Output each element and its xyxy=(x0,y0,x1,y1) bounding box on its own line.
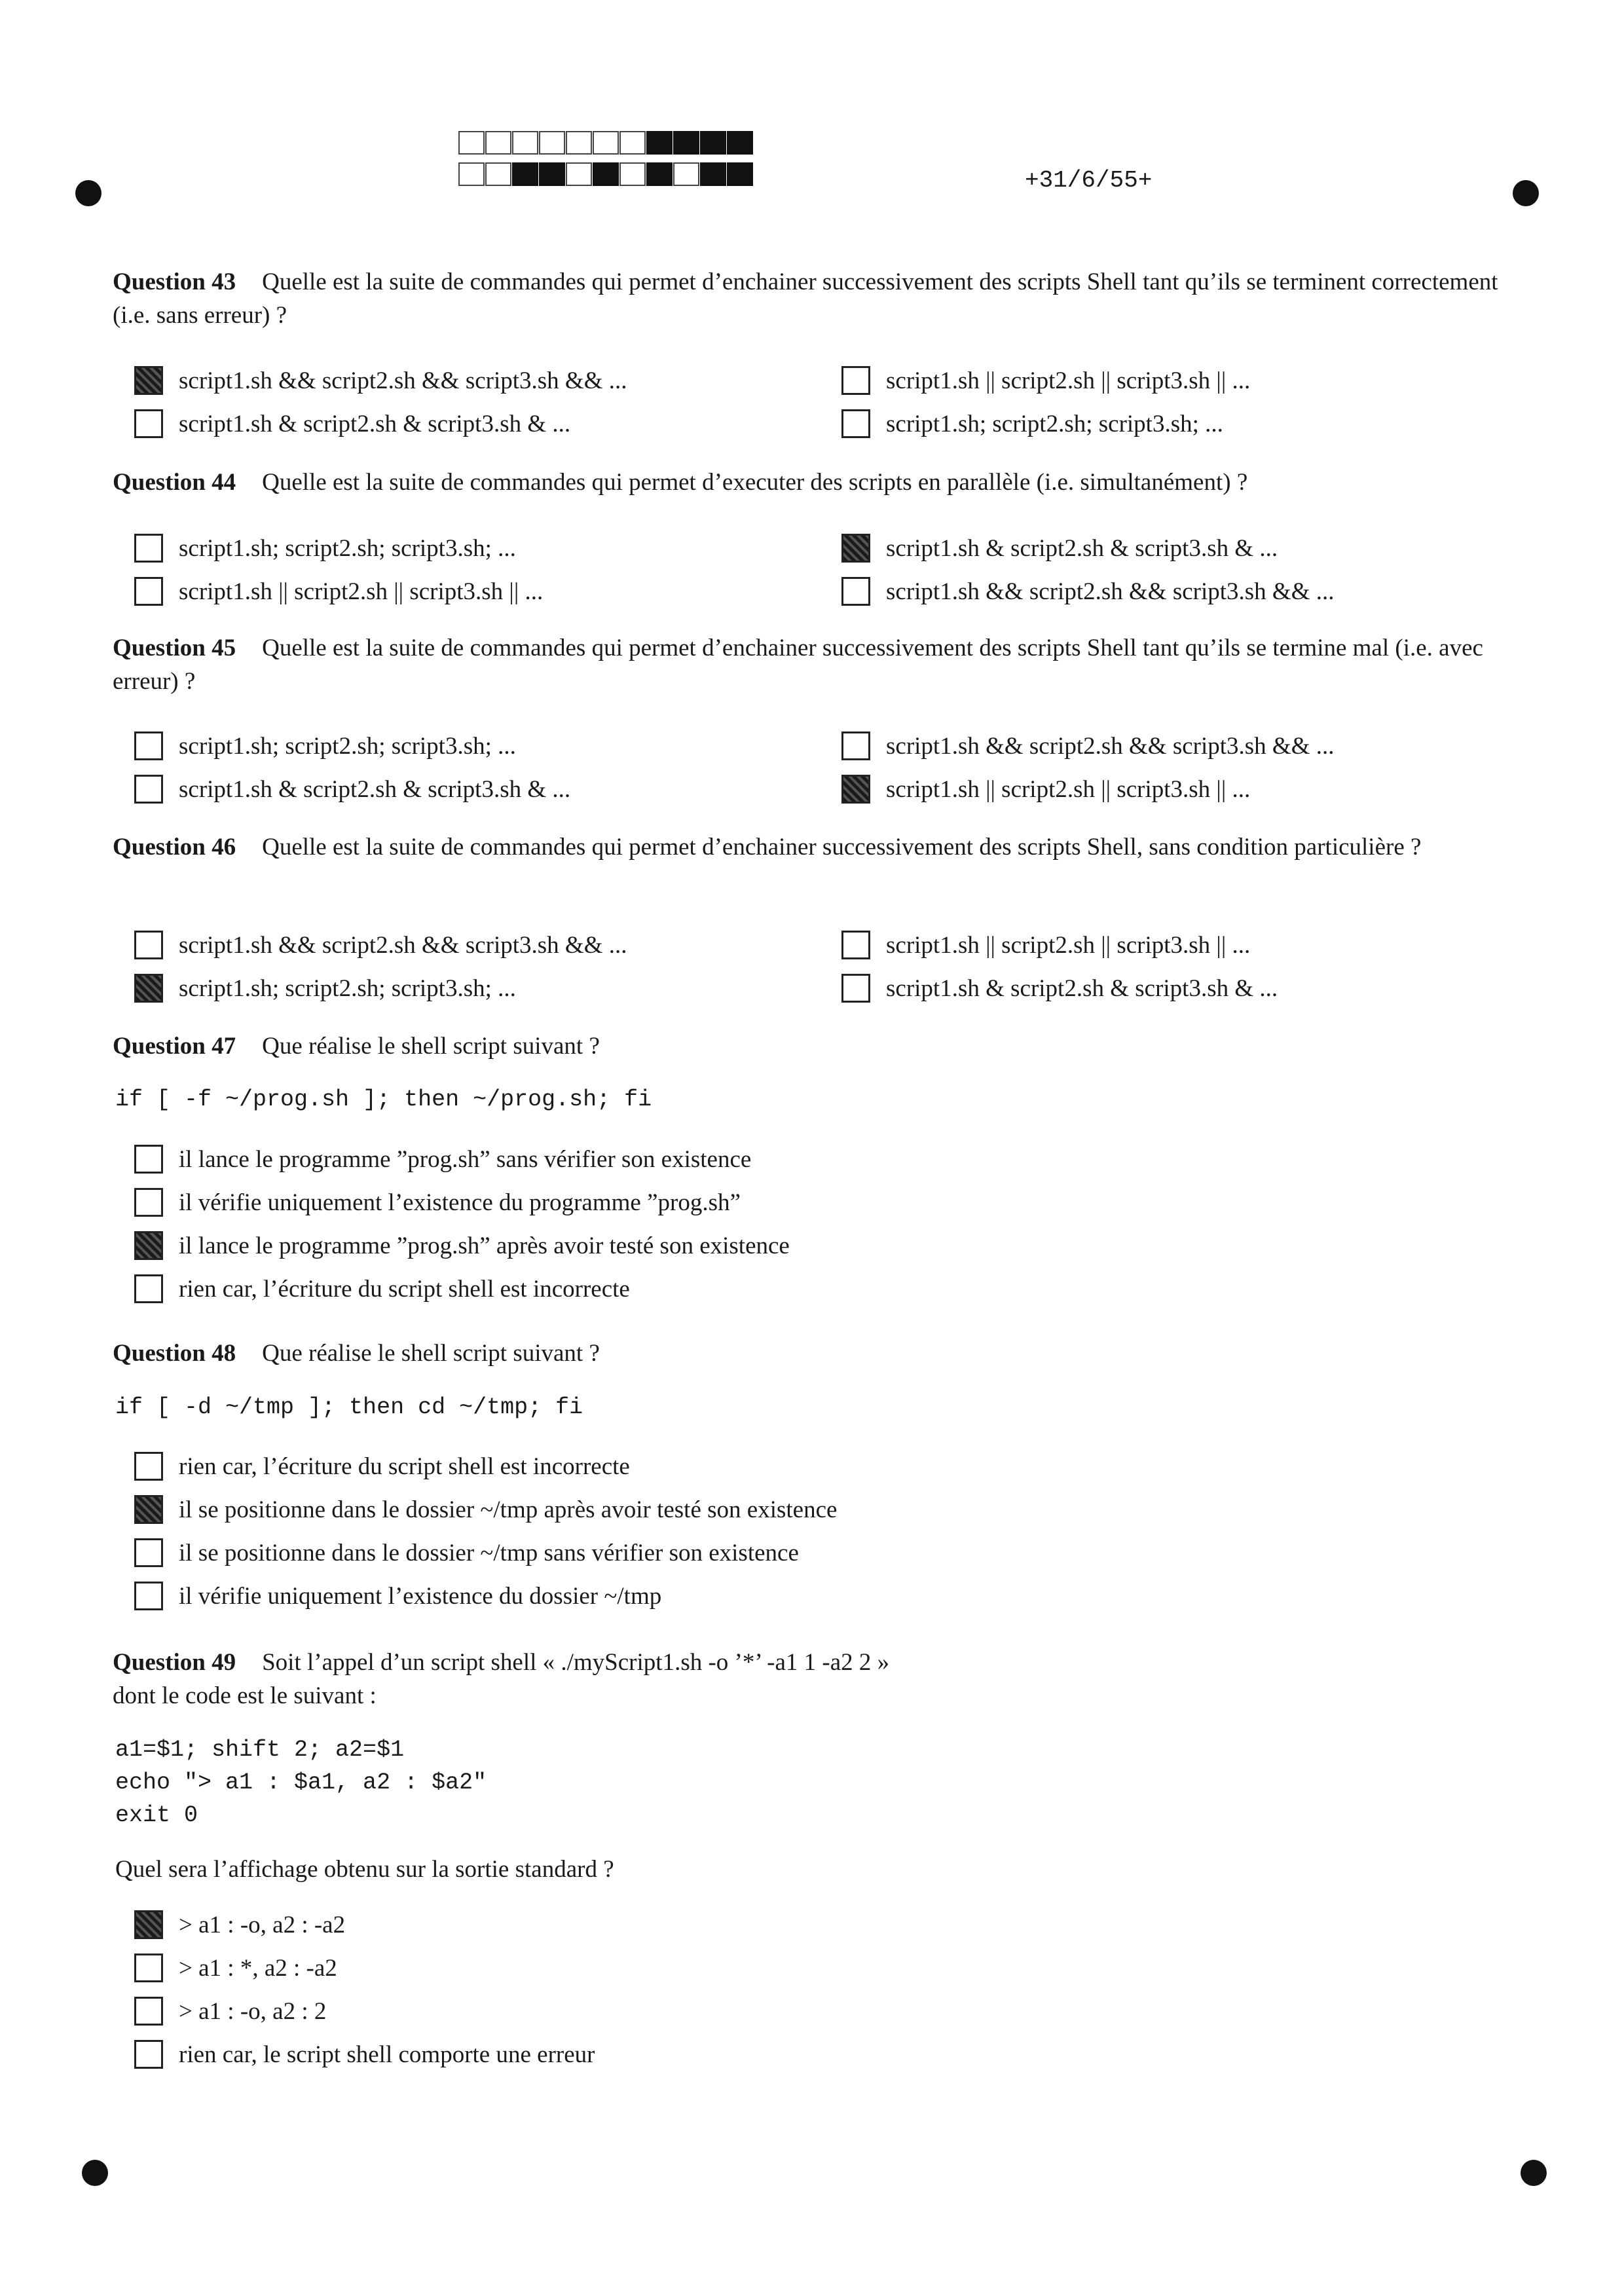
answers-45 xyxy=(134,730,1529,805)
corner-mark-bottom-right xyxy=(1521,2160,1547,2186)
answer-option[interactable] xyxy=(134,1450,1529,1483)
answer-checkbox[interactable] xyxy=(134,1495,163,1524)
answer-option[interactable] xyxy=(134,1272,1529,1305)
answer-checkbox[interactable] xyxy=(134,1910,163,1939)
answer-option[interactable] xyxy=(841,730,1529,762)
barcode-cell xyxy=(539,162,565,186)
answer-checkbox[interactable] xyxy=(134,775,163,804)
answer-checkbox[interactable] xyxy=(841,931,870,959)
answer-checkbox[interactable] xyxy=(134,1538,163,1567)
answer-option[interactable] xyxy=(134,1952,1529,1984)
answer-checkbox[interactable] xyxy=(134,1274,163,1303)
answer-label: il lance le programme ”prog.sh” après avoir testé son existence xyxy=(179,1232,790,1259)
answer-label: script1.sh && script2.sh && script3.sh && ... xyxy=(179,367,627,394)
question-text: Quelle est la suite de commandes qui permet d’enchainer successivement des scripts Shell tant qu’ils se terminent correctement (i.e. sans erreur) ? xyxy=(113,268,1498,329)
answers-46 xyxy=(134,929,1529,1005)
question-prompt: Quel sera l’affichage obtenu sur la sortie standard ? xyxy=(115,1856,614,1883)
question-number: Question 46 xyxy=(113,834,236,861)
answer-option[interactable] xyxy=(134,2038,1529,2071)
question-text: Quelle est la suite de commandes qui permet d’enchainer successivement des scripts Shell, sans condition particulière ? xyxy=(262,834,1422,861)
answer-label: il se positionne dans le dossier ~/tmp sans vérifier son existence xyxy=(179,1539,799,1566)
answer-label: script1.sh && script2.sh && script3.sh && ... xyxy=(886,732,1335,760)
answer-option[interactable] xyxy=(134,407,841,440)
answer-option[interactable] xyxy=(134,532,841,565)
answer-label: script1.sh; script2.sh; script3.sh; ... xyxy=(179,974,516,1002)
corner-mark-bottom-left xyxy=(82,2160,108,2186)
question-number: Question 49 xyxy=(113,1649,236,1676)
answer-option[interactable] xyxy=(134,1908,1529,1941)
answer-checkbox[interactable] xyxy=(841,775,870,804)
answer-checkbox[interactable] xyxy=(134,577,163,606)
answer-label: script1.sh || script2.sh || script3.sh || ... xyxy=(886,367,1251,394)
barcode-cell xyxy=(566,162,592,186)
answer-option[interactable] xyxy=(841,532,1529,565)
answer-option[interactable] xyxy=(841,364,1529,397)
barcode-cell xyxy=(673,162,699,186)
answer-checkbox[interactable] xyxy=(841,974,870,1003)
question-44 xyxy=(113,466,1507,499)
barcode-cell xyxy=(485,131,511,155)
question-text: Que réalise le shell script suivant ? xyxy=(262,1033,600,1060)
barcode-cell xyxy=(646,162,673,186)
barcode-row-2 xyxy=(458,162,754,187)
barcode-cell xyxy=(458,162,485,186)
answer-checkbox[interactable] xyxy=(841,366,870,395)
answer-label: script1.sh; script2.sh; script3.sh; ... xyxy=(886,410,1223,437)
answer-option[interactable] xyxy=(134,972,841,1005)
question-48 xyxy=(113,1337,1507,1370)
answer-option[interactable] xyxy=(134,575,841,608)
answers-49 xyxy=(134,1908,1529,2071)
answer-label: rien car, l’écriture du script shell est incorrecte xyxy=(179,1453,630,1480)
answer-checkbox[interactable] xyxy=(134,1997,163,2026)
answer-label: script1.sh & script2.sh & script3.sh & ... xyxy=(886,974,1278,1002)
answer-option[interactable] xyxy=(134,1493,1529,1526)
question-43 xyxy=(113,265,1507,332)
answer-checkbox[interactable] xyxy=(134,1188,163,1217)
answer-checkbox[interactable] xyxy=(134,409,163,438)
answer-checkbox[interactable] xyxy=(134,366,163,395)
question-49 xyxy=(113,1646,1507,1713)
answer-checkbox[interactable] xyxy=(841,577,870,606)
barcode-cell xyxy=(646,131,673,155)
barcode-cell xyxy=(727,131,753,155)
answer-checkbox[interactable] xyxy=(841,409,870,438)
barcode-cell xyxy=(700,131,726,155)
answer-label: rien car, l’écriture du script shell est incorrecte xyxy=(179,1275,630,1303)
barcode-cell xyxy=(619,131,646,155)
answer-checkbox[interactable] xyxy=(134,1953,163,1982)
question-number: Question 45 xyxy=(113,635,236,661)
barcode-cell xyxy=(619,162,646,186)
answer-option[interactable] xyxy=(134,1995,1529,2028)
question-number: Question 47 xyxy=(113,1033,236,1060)
barcode-cell xyxy=(566,131,592,155)
answer-option[interactable] xyxy=(841,929,1529,961)
question-46 xyxy=(113,830,1507,864)
answer-option[interactable] xyxy=(134,1536,1529,1569)
question-number: Question 48 xyxy=(113,1340,236,1367)
answer-checkbox[interactable] xyxy=(134,1452,163,1481)
answers-47 xyxy=(134,1143,1529,1305)
answer-option[interactable] xyxy=(134,929,841,961)
answers-43 xyxy=(134,364,1529,440)
answer-label: script1.sh && script2.sh && script3.sh && ... xyxy=(179,931,627,959)
answer-label: script1.sh & script2.sh & script3.sh & ... xyxy=(179,410,571,437)
answer-checkbox[interactable] xyxy=(134,1582,163,1610)
code-snippet-47: if [ -f ~/prog.sh ]; then ~/prog.sh; fi xyxy=(115,1086,652,1113)
answer-label: script1.sh & script2.sh & script3.sh & ... xyxy=(886,534,1278,562)
answer-option[interactable] xyxy=(134,773,841,805)
answer-label: > a1 : -o, a2 : 2 xyxy=(179,1997,327,2025)
answer-label: il lance le programme ”prog.sh” sans vérifier son existence xyxy=(179,1145,752,1173)
answer-label: script1.sh || script2.sh || script3.sh || ... xyxy=(179,578,544,605)
answer-option[interactable] xyxy=(134,364,841,397)
barcode-cell xyxy=(512,162,538,186)
answer-option[interactable] xyxy=(841,407,1529,440)
answer-label: il vérifie uniquement l’existence du dossier ~/tmp xyxy=(179,1582,662,1610)
answer-checkbox[interactable] xyxy=(134,534,163,563)
question-47 xyxy=(113,1029,1507,1063)
answer-option[interactable] xyxy=(134,1580,1529,1612)
barcode-row-1 xyxy=(458,131,754,156)
answer-label: il se positionne dans le dossier ~/tmp après avoir testé son existence xyxy=(179,1496,838,1523)
barcode-cell xyxy=(593,162,619,186)
question-45 xyxy=(113,631,1507,698)
answer-label: > a1 : -o, a2 : -a2 xyxy=(179,1911,346,1938)
answer-checkbox[interactable] xyxy=(134,731,163,760)
answer-option[interactable] xyxy=(841,972,1529,1005)
answer-checkbox[interactable] xyxy=(134,1231,163,1260)
answer-label: il vérifie uniquement l’existence du programme ”prog.sh” xyxy=(179,1189,741,1216)
code-snippet-48: if [ -d ~/tmp ]; then cd ~/tmp; fi xyxy=(115,1394,583,1420)
barcode-cell xyxy=(673,131,699,155)
answer-option[interactable] xyxy=(134,730,841,762)
answers-48 xyxy=(134,1450,1529,1612)
answers-44 xyxy=(134,532,1529,608)
barcode-cell xyxy=(700,162,726,186)
answer-checkbox[interactable] xyxy=(134,974,163,1003)
barcode-cell xyxy=(485,162,511,186)
answer-option[interactable] xyxy=(134,1143,1529,1176)
answer-option[interactable] xyxy=(134,1186,1529,1219)
answer-label: script1.sh && script2.sh && script3.sh && ... xyxy=(886,578,1335,605)
question-text: Que réalise le shell script suivant ? xyxy=(262,1340,600,1367)
answer-label: rien car, le script shell comporte une erreur xyxy=(179,2041,595,2068)
barcode-cell xyxy=(512,131,538,155)
answer-label: > a1 : *, a2 : -a2 xyxy=(179,1954,337,1982)
question-number: Question 44 xyxy=(113,469,236,496)
answer-checkbox[interactable] xyxy=(134,931,163,959)
barcode-cell xyxy=(458,131,485,155)
code-snippet-49: a1=$1; shift 2; a2=$1 echo "> a1 : $a1, a2 : $a2" exit 0 xyxy=(115,1737,487,1828)
barcode-cell xyxy=(539,131,565,155)
answer-label: script1.sh || script2.sh || script3.sh || ... xyxy=(886,775,1251,803)
page-barcode xyxy=(458,131,754,194)
answer-label: script1.sh; script2.sh; script3.sh; ... xyxy=(179,732,516,760)
question-text-continued: dont le code est le suivant : xyxy=(113,1682,377,1709)
barcode-cell xyxy=(727,162,753,186)
answer-checkbox[interactable] xyxy=(841,534,870,563)
answer-option[interactable] xyxy=(134,1229,1529,1262)
question-number: Question 43 xyxy=(113,268,236,295)
barcode-cell xyxy=(593,131,619,155)
question-text: Quelle est la suite de commandes qui permet d’enchainer successivement des scripts Shell tant qu’ils se termine mal (i.e. avec erreur) ? xyxy=(113,635,1483,695)
question-text: Soit l’appel d’un script shell « ./myScript1.sh -o ’*’ -a1 1 -a2 2 » xyxy=(262,1649,890,1676)
answer-label: script1.sh & script2.sh & script3.sh & ... xyxy=(179,775,571,803)
question-text: Quelle est la suite de commandes qui permet d’executer des scripts en parallèle (i.e. simultanément) ? xyxy=(262,469,1248,496)
answer-checkbox[interactable] xyxy=(134,2040,163,2069)
corner-mark-top-left xyxy=(75,180,101,206)
answer-label: script1.sh; script2.sh; script3.sh; ... xyxy=(179,534,516,562)
answer-option[interactable] xyxy=(841,575,1529,608)
page-identifier: +31/6/55+ xyxy=(1025,167,1153,194)
answer-option[interactable] xyxy=(841,773,1529,805)
corner-mark-top-right xyxy=(1513,180,1539,206)
answer-checkbox[interactable] xyxy=(134,1145,163,1174)
answer-checkbox[interactable] xyxy=(841,731,870,760)
answer-label: script1.sh || script2.sh || script3.sh || ... xyxy=(886,931,1251,959)
